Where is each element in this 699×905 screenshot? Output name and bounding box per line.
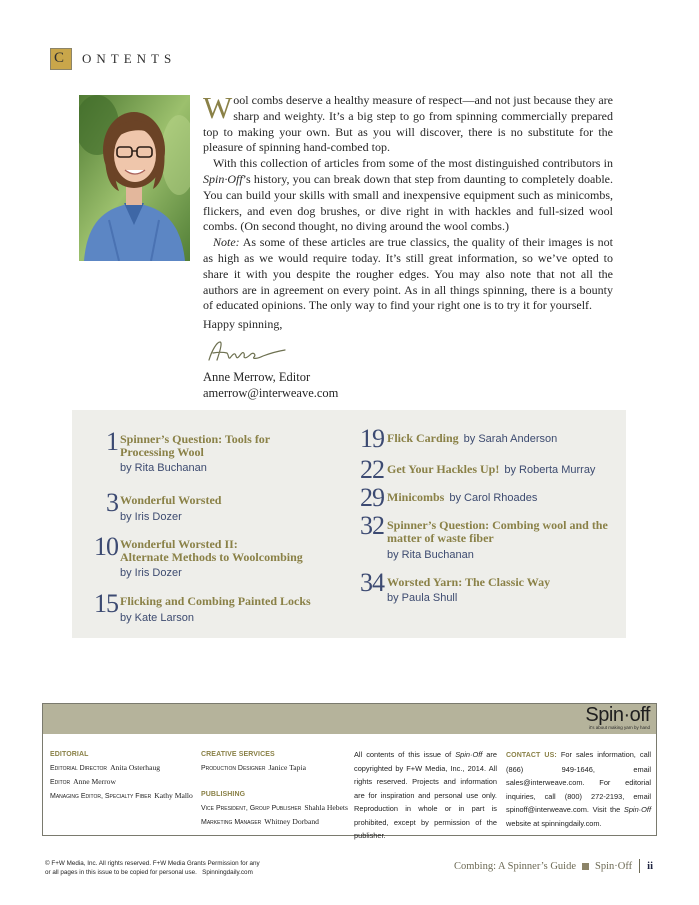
toc-title: Wonderful Worsted [120, 493, 222, 507]
toc-entry[interactable] [352, 513, 626, 563]
masthead-band [43, 704, 656, 734]
toc-title: Wonderful Worsted II: Alternate Methods to Woolcombing [120, 537, 303, 564]
toc-author: by Iris Dozer [120, 511, 182, 523]
publication-title: Combing: A Spinner’s Guide [453, 860, 577, 872]
creative-heading: CREATIVE SERVICES [201, 751, 275, 758]
square-bullet-icon [582, 863, 589, 870]
toc-title: Spinner’s Question: Tools for Processing Wool [120, 432, 271, 459]
brand-name: Spin·Off [595, 860, 633, 872]
toc-author: by Rita Buchanan [387, 549, 474, 561]
toc-entry[interactable] [352, 570, 622, 610]
editor-email[interactable]: amerrow@interweave.com [203, 386, 339, 400]
toc-title: Get Your Hackles Up! by Roberta Murray [387, 462, 596, 476]
toc-page-number: 10 [94, 532, 118, 561]
masthead [42, 703, 657, 840]
creative-staff [201, 748, 349, 829]
toc-entry[interactable] [72, 490, 332, 526]
toc-author: by Rita Buchanan [120, 462, 207, 474]
staff-row: Marketing Manager Whitney Dorband [201, 817, 319, 826]
toc-entry[interactable] [72, 534, 332, 580]
site-link[interactable]: Spinningdaily.com [202, 869, 253, 876]
table-of-contents [72, 410, 626, 638]
contents-header [50, 48, 176, 70]
legal-notice: All contents of this issue of Spin·Off are copyrighted by F+W Media, Inc., 2014. All rights reserved. Projects and information are for inspiration and personal use only. Reproduction in whole or in part is prohibited, except by permission of the publisher. [354, 750, 497, 840]
page-number: ii [647, 860, 653, 872]
toc-entry[interactable] [352, 483, 622, 512]
publishing-heading: PUBLISHING [201, 791, 246, 798]
toc-entry[interactable] [352, 455, 622, 484]
staff-row: Editorial Director Anita Osterhaug [50, 763, 161, 772]
closing-line: Happy spinning, [203, 317, 283, 331]
page-footer [454, 859, 653, 873]
toc-author: by Kate Larson [120, 612, 194, 624]
staff-row: Managing Editor, Specialty Fiber Kathy Mallo [50, 791, 193, 800]
staff-row: Production Designer Janice Tapia [201, 763, 306, 772]
spinoff-logo: Spin·off it's about making yarn by hand [585, 704, 650, 730]
toc-page-number: 22 [360, 455, 384, 484]
toc-title: Spinner’s Question: Combing wool and the matter of waste fiber [387, 518, 608, 545]
toc-entry[interactable] [72, 429, 332, 479]
toc-page-number: 19 [360, 424, 384, 453]
staff-row: Editor Anne Merrow [50, 777, 116, 786]
divider [639, 859, 640, 873]
copyright-notice: © F+W Media, Inc. All rights reserved. F+W Media Grants Permission for any or all pages in this issue to be copied for personal use. Spinningdaily.com [45, 860, 260, 876]
toc-page-number: 3 [106, 488, 118, 517]
editorial-staff [50, 748, 200, 803]
toc-title: Minicombs by Carol Rhoades [387, 490, 538, 504]
drop-cap: W [203, 90, 233, 125]
toc-author: by Carol Rhoades [449, 492, 538, 504]
toc-entry[interactable] [72, 591, 332, 627]
editor-letter [203, 90, 613, 314]
toc-author: by Paula Shull [387, 592, 458, 604]
letter-paragraph-1: Wool combs deserve a healthy measure of respect—and not just because they are sharp and weighty. It’s a big step to go from spinning commercially prepared top to making your own. But as you will discover, there is no substitute for the pleasure of spinning hand-combed top. [203, 90, 613, 155]
toc-page-number: 1 [106, 427, 118, 456]
contact-info: CONTACT US: For sales information, call (866) 949-1646, email sales@interweave.com. For editorial inquiries, call (800) 272-2193, email spinoff@interweave.com. Visit the Spin·Off website at spinningdaily.com. [506, 750, 651, 828]
toc-page-number: 29 [360, 483, 384, 512]
staff-row: Vice President, Group Publisher Shahla Hebets [201, 803, 348, 812]
toc-page-number: 34 [360, 568, 384, 597]
toc-title: Flicking and Combing Painted Locks [120, 594, 311, 608]
contents-initial-box [50, 48, 72, 70]
toc-title: Flick Carding by Sarah Anderson [387, 431, 558, 445]
toc-page-number: 32 [360, 511, 384, 540]
toc-author: by Roberta Murray [504, 464, 596, 476]
letter-paragraph-3: Note: As some of these articles are true classics, the quality of their images is not as high as we would require today. It’s still great information, so we’ve opted to share it with you despite the rougher edges. You may also note that not all the authors are in agreement on every point. As in all things spinning, there is a bounty of educated opinions. The only way to find your right one is to try it for yourself. [203, 235, 613, 313]
editor-signature [205, 336, 287, 368]
editorial-heading: EDITORIAL [50, 751, 89, 758]
contents-initial: C [54, 50, 65, 66]
toc-page-number: 15 [94, 589, 118, 618]
editor-photo [79, 95, 190, 261]
toc-author: by Iris Dozer [120, 567, 182, 579]
toc-entry[interactable] [352, 424, 622, 453]
toc-author: by Sarah Anderson [463, 433, 558, 445]
editor-name: Anne Merrow, Editor [203, 370, 311, 384]
toc-title: Worsted Yarn: The Classic Way [387, 575, 551, 589]
letter-paragraph-2: With this collection of articles from some of the most distinguished contributors in Spin·Off’s history, you can break down that step from daunting to completely doable. You can build your skills with small and inexpensive equipment such as minicombs, flickers, and even dog brushes, or dive right in with hackles and full-sized wool combs. (On second thought, no diving around the wool combs.) [203, 156, 613, 234]
contents-heading: ONTENTS [82, 51, 177, 66]
